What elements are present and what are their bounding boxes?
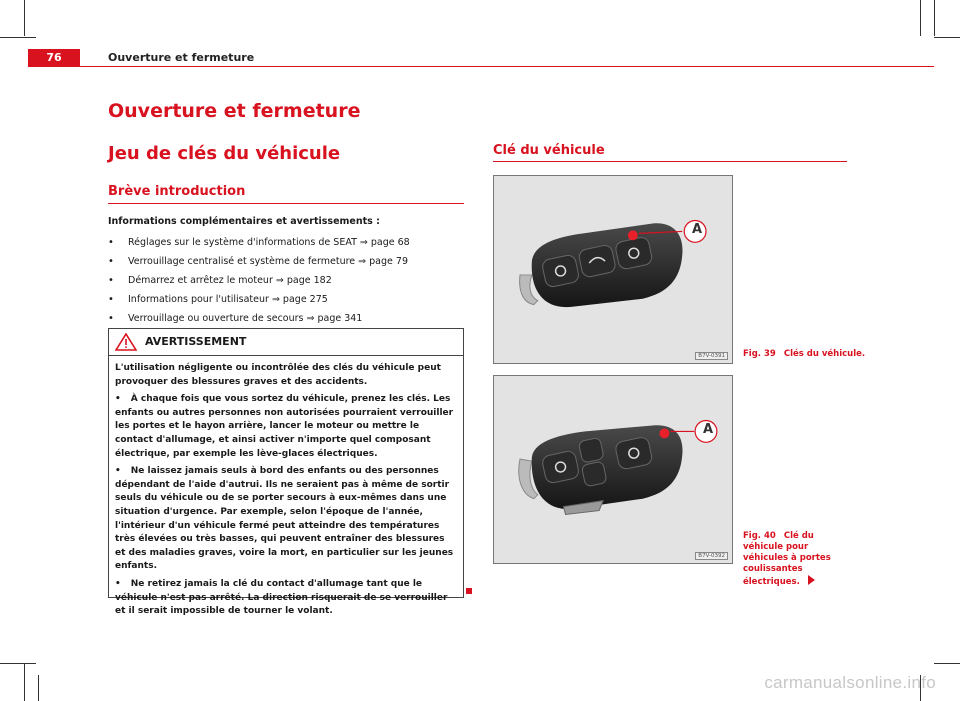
crop-mark: [0, 37, 36, 38]
figure-caption-text: Clés du véhicule.: [783, 349, 866, 359]
crop-mark: [24, 0, 25, 36]
list-item: • Verrouillage ou ouverture de secours ⇒ page 341: [108, 313, 410, 332]
list-item: • Réglages sur le système d'informations de SEAT ⇒ page 68: [108, 237, 410, 256]
crop-mark: [0, 663, 36, 664]
figure-code: B7V-0391: [695, 352, 728, 360]
warning-box: [108, 328, 464, 617]
crop-mark: [24, 664, 25, 701]
list-item: • Informations pour l'utilisateur ⇒ page 275: [108, 294, 410, 313]
list-item: • Verrouillage centralisé et système de fermeture ⇒ page 79: [108, 256, 410, 275]
figure-number: Fig. 40: [743, 531, 776, 541]
crop-mark: [934, 37, 960, 38]
crop-mark: [38, 675, 39, 701]
continue-arrow-icon: [808, 575, 815, 585]
right-section-title: Clé du véhicule: [493, 143, 605, 158]
callout-label: A: [702, 422, 714, 437]
car-key-illustration: [494, 176, 732, 363]
warning-header: [109, 329, 463, 356]
figure-key-image: [493, 175, 733, 364]
chapter-title: Ouverture et fermeture: [108, 100, 361, 122]
page-number: 76: [28, 49, 80, 67]
warning-title: AVERTISSEMENT: [145, 335, 247, 348]
intro-text: Informations complémentaires et avertissements :: [108, 216, 380, 227]
warning-body: [109, 356, 463, 619]
watermark: carmanualsonline.info: [764, 673, 936, 692]
figure-caption-text: Clé du véhicule pour véhicules à portes coulissantes électriques.: [743, 531, 831, 587]
subsection-title: Brève introduction: [108, 184, 246, 199]
warning-intro: L'utilisation négligente ou incontrôlée des clés du véhicule peut provoquer des blessures graves et des accidents.: [115, 363, 441, 387]
figure-code: B7V-0392: [695, 552, 728, 560]
callout-label: A: [691, 222, 703, 237]
figure-key-image: [493, 375, 733, 564]
right-section-rule: [493, 161, 847, 162]
section-end-mark: [466, 588, 472, 594]
header-rule: [80, 66, 934, 67]
figure-number: Fig. 39: [743, 349, 776, 359]
crop-mark: [920, 0, 921, 36]
figure-caption: [743, 349, 865, 360]
list-item: • Démarrez et arrêtez le moteur ⇒ page 182: [108, 275, 410, 294]
car-key-illustration: [494, 376, 732, 563]
subsection-rule: [108, 203, 464, 204]
figure-caption: [743, 531, 853, 588]
warning-item: • À chaque fois que vous sortez du véhicule, prenez les clés. Les enfants ou autres personnes non autorisées pourraient verrouiller les portes et le hayon arrière, lancer le moteur ou mettre le contact d'allumage, et ainsi activer n'importe quel composant électrique, par exemple les lève-glaces électriques.: [115, 393, 457, 461]
reference-list: [108, 237, 410, 332]
section-title: Jeu de clés du véhicule: [108, 143, 341, 164]
warning-item: • Ne retirez jamais la clé du contact d'allumage tant que le véhicule n'est pas arrêté. La direction risquerait de se verrouiller et il serait impossible de tourner le volant.: [115, 578, 457, 619]
crop-mark: [934, 0, 935, 36]
crop-mark: [934, 663, 960, 664]
warning-triangle-icon: [115, 333, 137, 351]
warning-item: • Ne laissez jamais seuls à bord des enfants ou des personnes dépendant de l'aide d'autrui. Ils ne seraient pas à même de sortir seuls du véhicule ou de se porter secours à eux-mêmes dans une situation d'urgence. Par exemple, selon l'époque de l'année, l'intérieur d'un véhicule fermé peut atteindre des températures très élevées ou très basses, qui peuvent entraîner des blessures et des maladies graves, voire la mort, en particulier sur les jeunes enfants.: [115, 465, 457, 574]
running-header: Ouverture et fermeture: [108, 51, 255, 64]
